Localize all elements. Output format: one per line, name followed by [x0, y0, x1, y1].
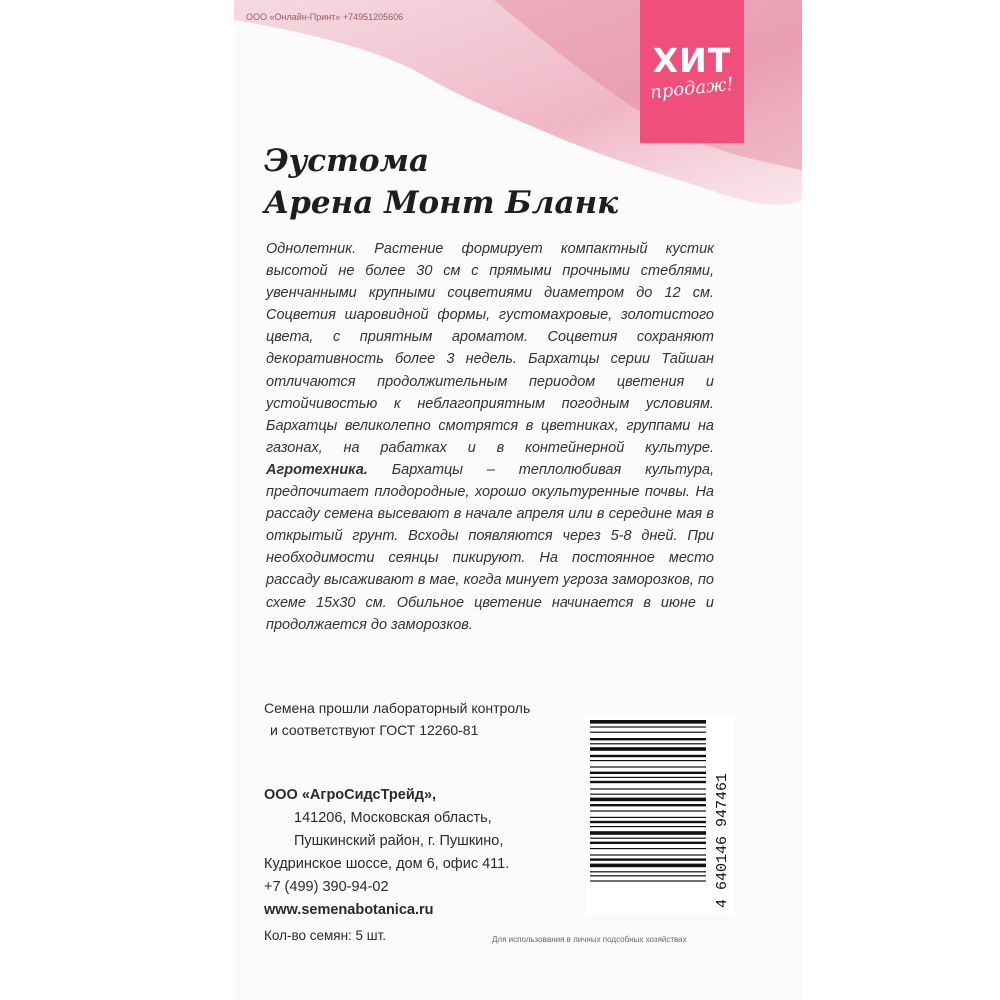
company-address-line1: 141206, Московская область,: [294, 810, 492, 826]
barcode-bar: [590, 794, 706, 795]
product-title-line1: Эустома: [264, 143, 430, 179]
company-phone: +7 (499) 390-94-02: [264, 879, 389, 895]
product-description: [266, 238, 714, 636]
lab-control-note: [264, 697, 530, 741]
barcode-number: 4 640146 947461: [714, 772, 731, 908]
barcode-bar: [590, 810, 706, 811]
barcode-bar: [590, 804, 706, 806]
company-name: ООО «АгроСидсТрейд»,: [264, 787, 437, 803]
printer-info: ООО «Онлайн-Принт» +74951205606: [246, 12, 404, 22]
barcode-bar: [590, 726, 706, 727]
barcode-bar: [590, 781, 706, 783]
barcode-bar: [590, 842, 706, 844]
barcode-bar: [590, 880, 706, 881]
seed-packet-back: [234, 0, 802, 1000]
barcode-bar: [590, 858, 706, 860]
company-address-line2: Пушкинский район, г. Пушкино,: [294, 833, 504, 849]
barcode-bar: [590, 788, 706, 789]
product-title-line2: Арена Монт Бланк: [264, 185, 619, 221]
badge-hit-text: ХИТ: [652, 41, 732, 80]
company-address-line3: Кудринское шоссе, дом 6, офис 411.: [264, 856, 510, 872]
barcode-bar: [590, 760, 706, 761]
barcode-bar: [590, 854, 706, 855]
private-use-note: Для использования в личных подсобных хозяйствах: [492, 935, 687, 944]
description-text: Однолетник. Растение формирует компактный кустик высотой не более 30 см с прямыми прочными стеблями, увенчанными крупными соцветиями диаметром до 12 см. Соцветия шаровидной формы, густомахровые, золотистого цвета, с приятным ароматом. Соцветия сохраняют декоративность более 3 недель. Бархатцы серии Тайшан отличаются продолжительным периодом цветения и устойчивостью к неблагоприятным погодным условиям. Бархатцы великолепно смотрятся в цветниках, группами на газонах, на рабатках и в контейнерной культуре.: [266, 241, 714, 456]
barcode-bar: [590, 798, 706, 802]
barcode-bar: [590, 875, 706, 876]
badge-sales-text: продаж!: [649, 73, 735, 104]
barcode-bar: [590, 821, 706, 823]
barcode-bar: [590, 826, 706, 827]
barcode-bar: [590, 755, 706, 757]
barcode-bar: [590, 732, 706, 733]
lab-control-line1: Семена прошли лабораторный контроль: [264, 700, 531, 716]
barcode-bar: [590, 766, 706, 767]
barcode-bar: [590, 817, 706, 818]
barcode-bar: [590, 864, 706, 868]
barcode-bar: [590, 838, 706, 839]
barcode-bar: [590, 871, 706, 872]
barcode: [586, 716, 734, 914]
barcode-bar: [590, 772, 706, 774]
barcode-bar: [590, 777, 706, 778]
lab-control-line2: и соответствуют ГОСТ 12260-81: [270, 722, 479, 738]
agrotechnics-heading: Агротехника.: [266, 461, 368, 478]
seed-count: Кол-во семян: 5 шт.: [264, 928, 387, 943]
bestseller-badge: [640, 0, 744, 143]
barcode-bar: [590, 831, 706, 835]
barcode-bar: [590, 738, 706, 740]
agrotechnics-text: Бархатцы – теплолюбивая культура, предпочитает плодородные, хорошо окультуренные почвы. На рассаду семена высевают в начале апреля или в середине мая в открытый грунт. Всходы появляются через 5-8 дней. При необходимости сеянцы пикируют. На постоянное место рассаду высаживают в мае, когда минует угроза заморозков, по схеме 15х30 см. Обильное цветение начинается в июне и продолжается до заморозков.: [266, 461, 714, 633]
barcode-bar: [590, 720, 706, 724]
barcode-bar: [590, 743, 706, 744]
company-website: www.semenabotanica.ru: [264, 902, 434, 918]
product-title: [264, 140, 618, 224]
barcode-bar: [590, 848, 706, 849]
barcode-bar: [590, 747, 706, 751]
company-info: [264, 784, 509, 922]
